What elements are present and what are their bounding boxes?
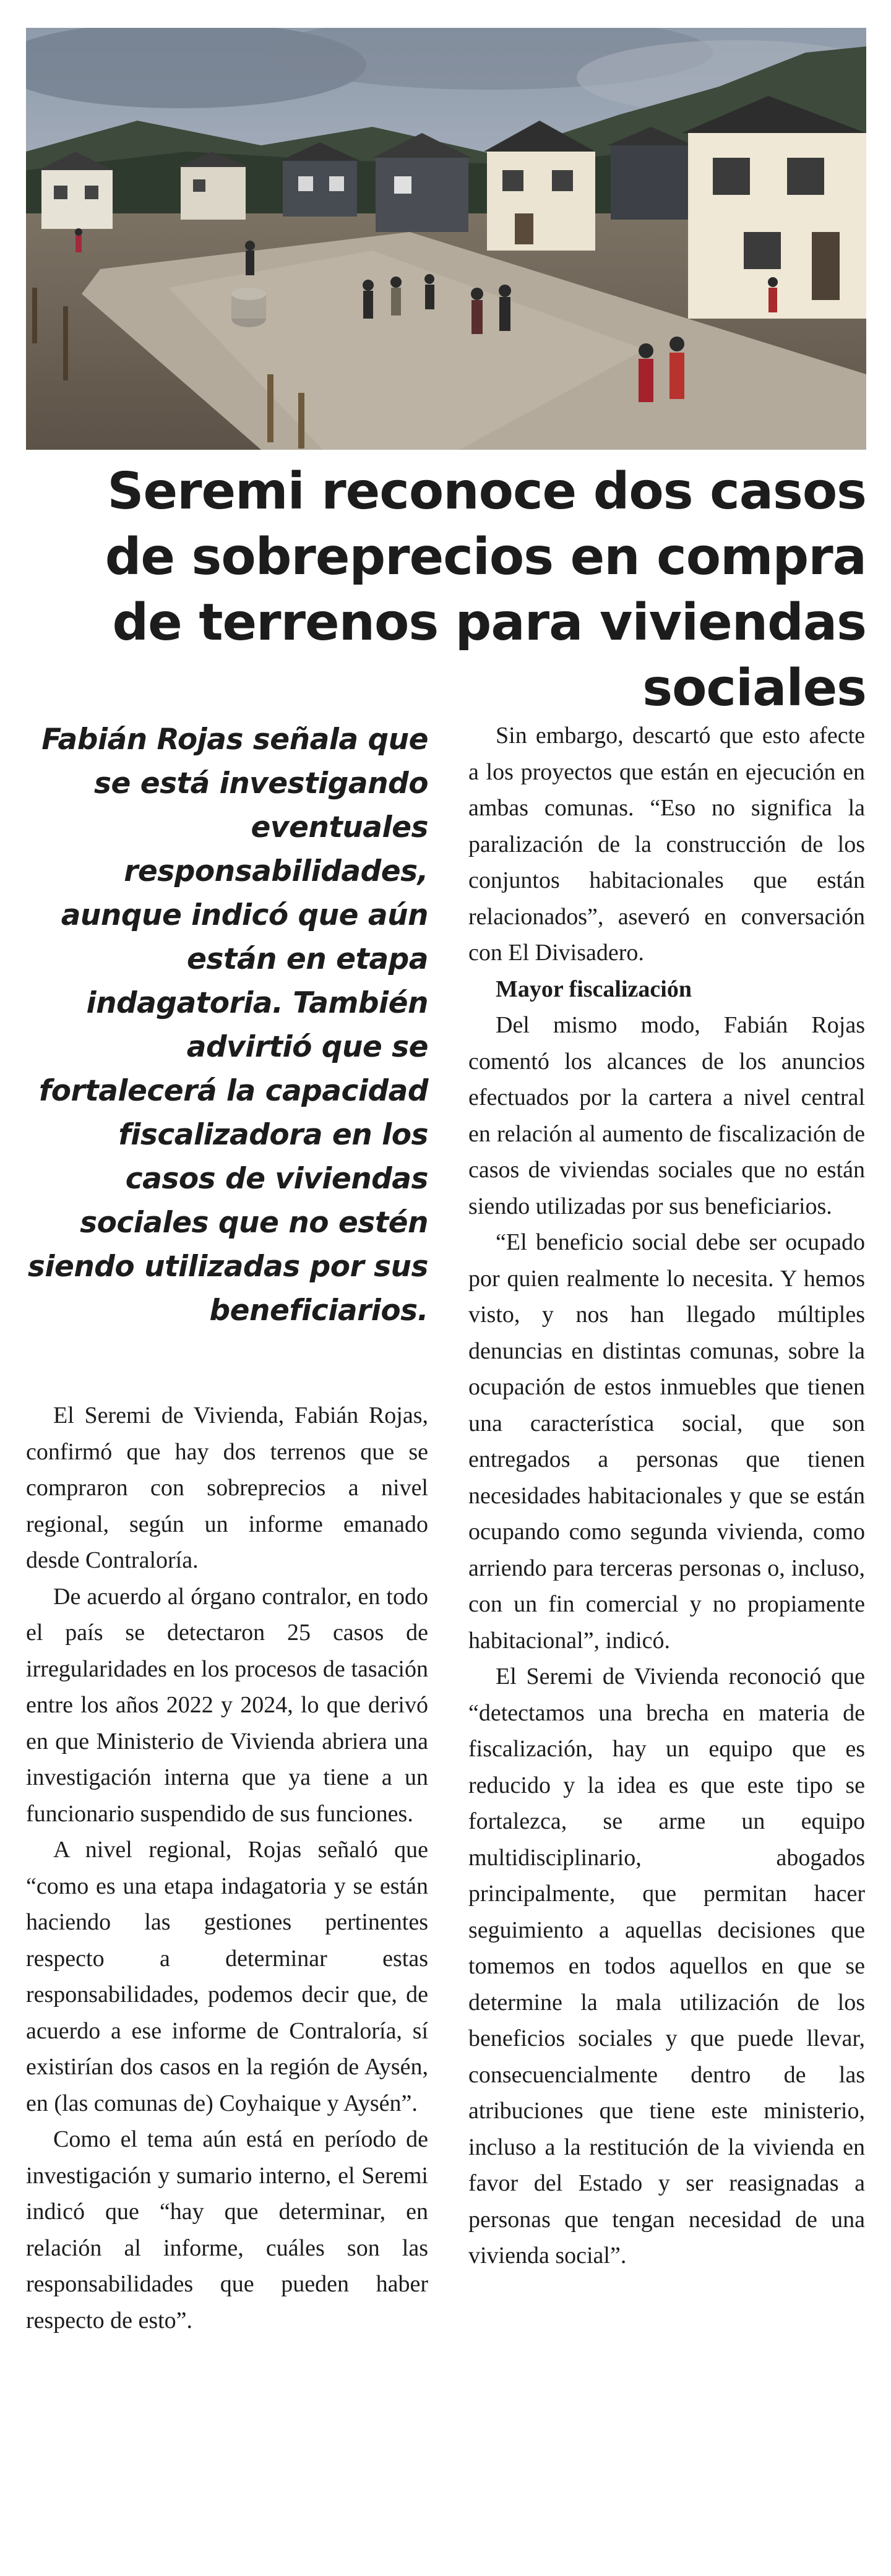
article-photo: [26, 28, 866, 450]
paragraph: De acuerdo al órgano contralor, en todo el país se detectaron 25 casos de irregularidades en los procesos de tasación entre los años 2022 y 2024, lo que derivó en que Ministerio de Vivienda abriera una investigación interna que ya tiene a un funcionario suspendido de sus funciones.: [26, 1583, 428, 1827]
paragraph: Sin embargo, descartó que esto afecte a los proyectos que están en ejecución en ambas comunas. “Eso no significa la paralización de la construcción de los conjuntos habitacionales que están relacionados”, aseveró en conversación con El Divisadero.: [468, 723, 865, 966]
paragraph: A nivel regional, Rojas señaló que “como es una etapa indagatoria y se están haciendo las gestiones pertinentes respecto a determinar estas responsabilidades, podemos decir que, de acuerdo a ese informe de Contraloría, sí existirían dos casos en la región de Aysén, en (las comunas de) Coyhaique y Aysén”.: [26, 1837, 428, 2116]
paragraph: Como el tema aún está en período de investigación y sumario interno, el Seremi indicó que “hay que determinar, en relación al informe, cuáles son las responsabilidades que pueden haber respecto de esto”.: [26, 2126, 428, 2333]
paragraph: Del mismo modo, Fabián Rojas comentó los alcances de los anuncios efectuados por la cartera a nivel central en relación al aumento de fiscalización de casos de viviendas sociales que no están siendo utilizadas por sus beneficiarios.: [468, 1012, 865, 1219]
subheading: Mayor fiscalización: [496, 976, 692, 1002]
paragraph: “El beneficio social debe ser ocupado por quien realmente lo necesita. Y hemos visto, y nos han llegado múltiples denuncias en distintas comunas, sobre la ocupación de estos inmuebles que tienen una característica social, que son entregados a personas que tienen necesidades habitacionales y que se están ocupando como segunda vivienda, como arriendo para terceras personas o, incluso, con un fin comercial y no propiamente habitacional”, indicó.: [468, 1229, 865, 1654]
left-column: [26, 718, 428, 2338]
paragraph: El Seremi de Vivienda reconoció que “detectamos una brecha en materia de fiscalización, hay un equipo que es reducido y la idea es que este tipo se fortalezca, se arme un equipo multidisciplinario, abogados principalmente, que permitan hacer seguimiento a aquellas decisiones que tomemos en todos aquellos en que se determine la mala utilización de los beneficios sociales y que puede llevar, consecuencialmente dentro de las atribuciones que tiene este ministerio, incluso a la restitución de la vivienda en favor del Estado y ser reasignadas a personas que tengan necesidad de una vivienda social”.: [468, 1664, 865, 2269]
right-column: [468, 718, 865, 2274]
article-headline: Seremi reconoce dos casos de sobreprecios en compra de terrenos para viviendas sociales: [105, 462, 866, 718]
paragraph: El Seremi de Vivienda, Fabián Rojas, confirmó que hay dos terrenos que se compraron con sobreprecios a nivel regional, según un informe emanado desde Contraloría.: [26, 1402, 428, 1573]
article-lead: Fabián Rojas señala que se está investigando eventuales responsabilidades, aunque indicó que aún están en etapa indagatoria. También advirtió que se fortalecerá la capacidad fiscalizadora en los casos de viviendas sociales que no estén siendo utilizadas por sus beneficiarios.: [27, 723, 428, 1328]
